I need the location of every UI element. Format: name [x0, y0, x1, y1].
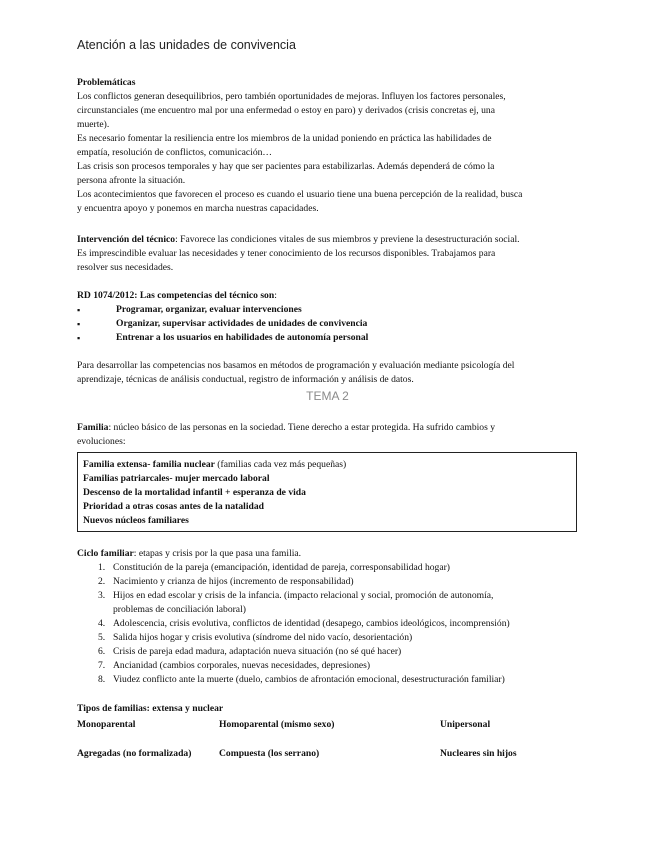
ciclo-list — [77, 561, 597, 687]
tipo-familia: Unipersonal — [440, 719, 491, 730]
tipos-heading-rest: : extensa y nuclear — [146, 703, 224, 714]
ciclo-item-text: Adolescencia, crisis evolutiva, conflictos de identidad (desapego, cambios ideológicos, incomprensión) — [113, 618, 510, 629]
problematicas-line: circunstanciales (me encuentro mal por una enfermedad o estoy en paro) y derivados (crisis concretas ej, una — [77, 105, 495, 116]
ciclo-item — [77, 589, 597, 617]
ciclo-item-number: 3. — [98, 590, 106, 601]
ciclo-item — [77, 673, 597, 687]
ciclo-item-number: 8. — [98, 674, 106, 685]
rd-bullet-item: ▪ Programar, organizar, evaluar intervenciones — [77, 303, 577, 317]
ciclo-item — [77, 631, 597, 645]
familia-section — [77, 421, 577, 449]
box-row-bold: Familia extensa- familia nuclear — [83, 459, 215, 470]
box-row: Prioridad a otras cosas antes de la natalidad — [83, 501, 264, 512]
ciclo-section — [77, 547, 597, 687]
tipo-familia: Agregadas (no formalizada) — [77, 748, 192, 759]
ciclo-item — [77, 659, 597, 673]
rd-section — [77, 289, 577, 345]
rd-colon: : — [274, 290, 277, 301]
box-row: Nuevos núcleos familiares — [83, 515, 189, 526]
ciclo-item — [77, 575, 597, 589]
tipos-section — [77, 702, 577, 716]
rd-heading-rest: : Las competencias del técnico son — [134, 290, 275, 301]
problematicas-line: persona afronte la situación. — [77, 175, 186, 186]
box-row: Descenso de la mortalidad infantil + esperanza de vida — [83, 487, 306, 498]
box-row-rest: (familias cada vez más pequeñas) — [214, 459, 347, 470]
ciclo-item — [77, 645, 597, 659]
desarrollo-line: Para desarrollar las competencias nos basamos en métodos de programación y evaluación mediante psicología del — [77, 360, 515, 371]
problematicas-heading: Problemáticas — [77, 77, 136, 88]
intervencion-line: resolver sus necesidades. — [77, 262, 174, 273]
ciclo-item-text: Hijos en edad escolar y crisis de la infancia. (impacto relacional y social, promoción de autonomía, — [113, 590, 494, 601]
problematicas-line: Es necesario fomentar la resiliencia entre los miembros de la unidad poniendo en práctica las habilidades de — [77, 133, 492, 144]
problematicas-line: muerte). — [77, 119, 110, 130]
ciclo-item-number: 4. — [98, 618, 106, 629]
rd-heading: RD 1074/2012 — [77, 290, 135, 301]
problematicas-line: Los acontecimientos que favorecen el proceso es cuando el usuario tiene una buena percepción de la realidad, busca — [77, 189, 523, 200]
familia-heading: Familia — [77, 422, 109, 433]
ciclo-item-text: Viudez conflicto ante la muerte (duelo, cambios de afrontación emocional, desestructuración familiar) — [113, 674, 505, 685]
ciclo-item-number: 2. — [98, 576, 106, 587]
box-row: Familias patriarcales- mujer mercado laboral — [83, 473, 270, 484]
ciclo-item — [77, 561, 597, 575]
ciclo-item-text: Constitución de la pareja (emancipación, identidad de pareja, corresponsabilidad hogar) — [113, 562, 450, 573]
tipo-familia: Homoparental (mismo sexo) — [219, 719, 335, 730]
ciclo-item-number: 5. — [98, 632, 106, 643]
ciclo-item-number: 7. — [98, 660, 106, 671]
tema-heading: TEMA 2 — [306, 389, 349, 403]
document-title: Atención a las unidades de convivencia — [77, 38, 296, 52]
tipos-heading: Tipos de familias — [77, 703, 147, 714]
intervencion-text: : Favorece las condiciones vitales de sus miembros y previene la desestructuración social. — [175, 234, 520, 245]
rd-bullet-item: ▪ Organizar, supervisar actividades de unidades de convivencia — [77, 317, 577, 331]
problematicas-line: Los conflictos generan desequilibrios, pero también oportunidades de mejoras. Influyen los factores personales, — [77, 91, 506, 102]
intervencion-section — [77, 233, 577, 275]
intervencion-heading: Intervención del técnico — [77, 234, 176, 245]
desarrollo-section — [77, 359, 577, 387]
ciclo-item-number: 6. — [98, 646, 106, 657]
rd-bullet-item: ▪ Entrenar a los usuarios en habilidades de autonomía personal — [77, 331, 577, 345]
problematicas-section — [77, 76, 577, 216]
ciclo-item-text: Ancianidad (cambios corporales, nuevas necesidades, depresiones) — [113, 660, 371, 671]
problematicas-line: empatía, resolución de conflictos, comunicación… — [77, 147, 273, 158]
ciclo-text: : etapas y crisis por la que pasa una familia. — [133, 548, 302, 559]
ciclo-item-text: Nacimiento y crianza de hijos (incremento de responsabilidad) — [113, 576, 354, 587]
familia-text: : núcleo básico de las personas en la sociedad. Tiene derecho a estar protegida. Ha sufrido cambios y — [108, 422, 496, 433]
ciclo-item-number: 1. — [98, 562, 106, 573]
rd-bullet-list — [77, 303, 577, 345]
ciclo-heading: Ciclo familiar — [77, 548, 134, 559]
intervencion-line: Es imprescindible evaluar las necesidades y tener conocimiento de los recursos disponibles. Trabajamos para — [77, 248, 496, 259]
problematicas-line: y encuentra apoyo y ponemos en marcha nuestras capacidades. — [77, 203, 319, 214]
problematicas-line: Las crisis son procesos temporales y hay que ser pacientes para estabilizarlas. Además dependerá de cómo la — [77, 161, 495, 172]
tipo-familia: Monoparental — [77, 719, 136, 730]
desarrollo-line: aprendizaje, técnicas de análisis conductual, registro de información y análisis de datos. — [77, 374, 414, 385]
familia-line: evoluciones: — [77, 436, 126, 447]
tipo-familia: Compuesta (los serrano) — [219, 748, 320, 759]
tipo-familia: Nucleares sin hijos — [440, 748, 517, 759]
ciclo-item-text: Salida hijos hogar y crisis evolutiva (síndrome del nido vacío, desorientación) — [113, 632, 413, 643]
familia-changes-box — [77, 452, 577, 532]
ciclo-item-text: Crisis de pareja edad madura, adaptación nueva situación (no sé qué hacer) — [113, 646, 402, 657]
ciclo-item — [77, 617, 597, 631]
ciclo-item-continuation: problemas de conciliación laboral) — [113, 604, 246, 615]
